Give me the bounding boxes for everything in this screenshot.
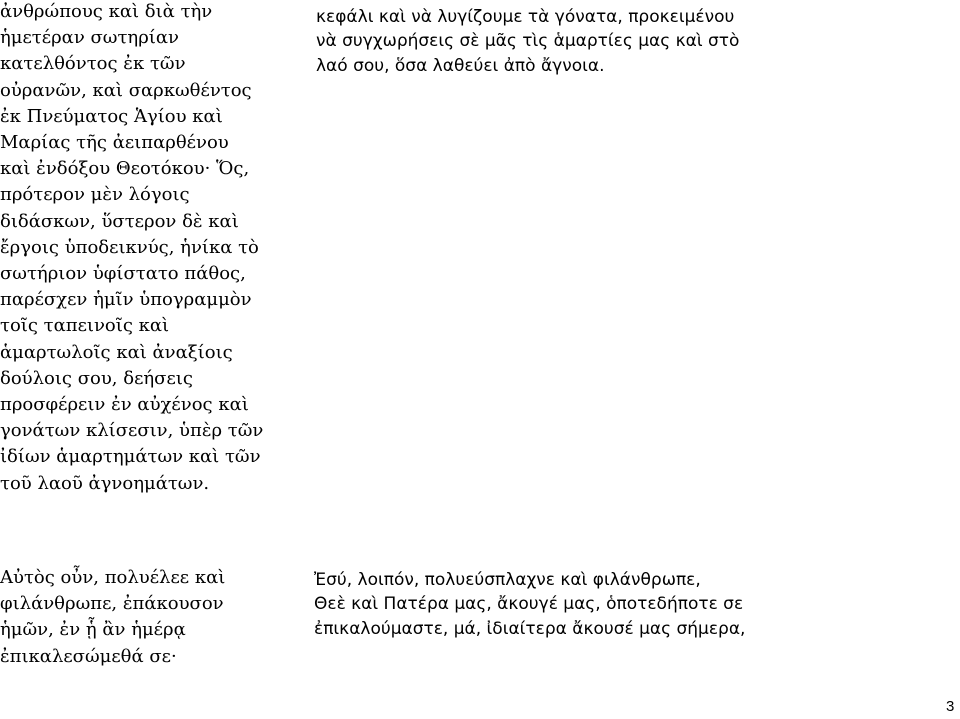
text-line: Μαρίας τῆς ἀειπαρθένου <box>0 132 229 154</box>
text-line: ἡμετέραν σωτηρίαν <box>0 27 179 49</box>
text-line: Θεὲ καὶ Πατέρα μας, ἄκουγέ μας, ὁποτεδήποτε σε <box>314 594 744 615</box>
text-line: σωτήριον ὑφίστατο πάθος, <box>0 263 246 285</box>
text-line: δούλοις σου, δεήσεις <box>0 367 193 389</box>
modern-translation-column-bottom <box>314 568 745 641</box>
modern-translation-column-top <box>316 5 739 78</box>
text-line: καὶ ἐνδόξου Θεοτόκου· Ὅς, <box>0 158 250 180</box>
greek-original-column-bottom <box>0 565 225 670</box>
text-line: Ἐσύ, λοιπόν, πολυεύσπλαχνε καὶ φιλάνθρωπε, <box>314 570 701 590</box>
text-line: πρότερον μὲν λόγοις <box>0 184 190 206</box>
greek-original-column-top <box>0 0 263 497</box>
text-line: ἐπικαλούμαστε, μά, ἰδιαίτερα ἄκουσέ μας σήμερα, <box>314 618 746 639</box>
text-line: κατελθόντος ἐκ τῶν <box>0 53 186 75</box>
text-line: ἁμαρτωλοῖς καὶ ἀναξίοις <box>0 341 233 363</box>
text-line: ἰδίων ἁμαρτημάτων καὶ τῶν <box>0 446 261 468</box>
text-line: λαό σου, ὅσα λαθεύει ἀπὸ ἄγνοια. <box>316 55 605 76</box>
page-number: 3 <box>946 698 955 715</box>
text-line: ἐπικαλεσώμεθά σε· <box>0 645 177 667</box>
text-line: ἀνθρώπους καὶ διὰ τὴν <box>0 1 213 22</box>
text-line: Αὐτὸς οὖν, πολυέλεε καὶ <box>0 567 226 588</box>
text-line: διδάσκων, ὕστερον δὲ καὶ <box>0 210 239 232</box>
text-line: οὐρανῶν, καὶ σαρκωθέντος <box>0 79 252 101</box>
text-line: ἔργοις ὑποδεικνύς, ἡνίκα τὸ <box>0 236 259 258</box>
text-line: φιλάνθρωπε, ἐπάκουσον <box>0 593 224 615</box>
text-line: ἐκ Πνεύματος Ἁγίου καὶ <box>0 105 223 127</box>
text-line: παρέσχεν ἡμῖν ὑπογραμμὸν <box>0 289 252 311</box>
text-line: τοῖς ταπεινοῖς καὶ <box>0 315 170 337</box>
text-line: γονάτων κλίσεσιν, ὑπὲρ τῶν <box>0 420 264 442</box>
text-line: ἡμῶν, ἐν ᾗ ἂν ἡμέρᾳ <box>0 619 186 641</box>
text-line: κεφάλι καὶ νὰ λυγίζουμε τὰ γόνατα, προκειμένου <box>316 7 735 27</box>
text-line: τοῦ λαοῦ ἀγνοημάτων. <box>0 472 210 494</box>
text-line: νὰ συγχωρήσεις σὲ μᾶς τὶς ἁμαρτίες μας καὶ στὸ <box>316 31 740 52</box>
text-line: προσφέρειν ἐν αὐχένος καὶ <box>0 394 249 416</box>
